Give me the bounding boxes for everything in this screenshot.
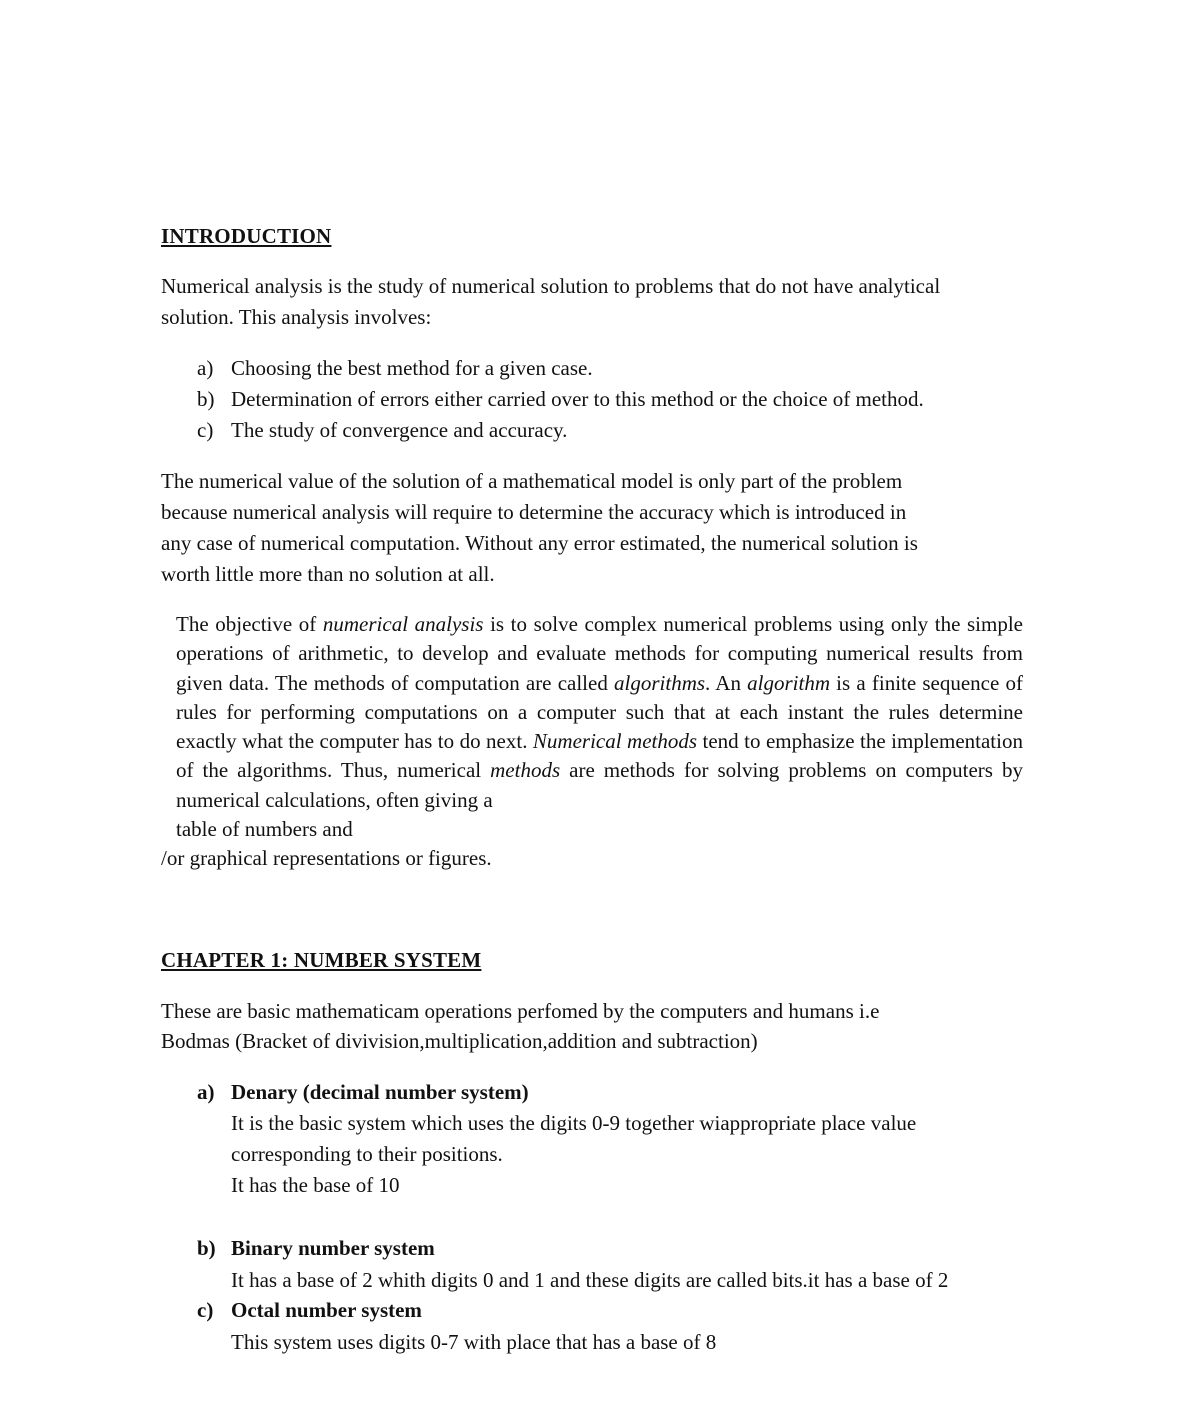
list-item [197, 384, 1057, 415]
emphasis-methods: methods [490, 758, 561, 783]
section-title: Binary number system [231, 1236, 435, 1260]
chapter-1-heading: CHAPTER 1: NUMBER SYSTEM [161, 948, 482, 972]
section-body-line: corresponding to their positions. [231, 1142, 503, 1166]
emphasis-numerical-analysis: numerical analysis [322, 612, 484, 636]
intro-paragraph-line-1: Numerical analysis is the study of numerical solution to problems that do not have analytical [161, 274, 941, 298]
list-item-text: The study of convergence and accuracy. [231, 418, 568, 442]
section-title: Denary (decimal number system) [231, 1080, 529, 1104]
list-item [197, 353, 1057, 384]
chapter-intro-line-2: Bodmas (Bracket of divivision,multiplication,addition and subtraction) [161, 1029, 758, 1053]
accuracy-paragraph-line-1: The numerical value of the solution of a mathematical model is only part of the problem [161, 469, 903, 493]
section-title: Octal number system [231, 1298, 422, 1322]
section-body-line: It has the base of 10 [231, 1173, 400, 1197]
section-heading-binary [197, 1233, 435, 1264]
section-heading-denary [197, 1077, 529, 1108]
list-marker: c) [197, 418, 214, 442]
list-item [197, 415, 1057, 446]
section-body-line: It has a base of 2 whith digits 0 and 1 and these digits are called bits.it has a base of 2 [231, 1268, 949, 1292]
section-body-line: This system uses digits 0-7 with place that has a base of 8 [231, 1330, 717, 1354]
emphasis-algorithms: algorithms [614, 670, 706, 695]
section-body-line: It is the basic system which uses the digits 0-9 together wiappropriate place value [231, 1111, 917, 1135]
section-marker: a) [197, 1080, 215, 1104]
list-marker: a) [197, 356, 214, 380]
list-item-text: Determination of errors either carried over to this method or the choice of method. [231, 387, 924, 411]
emphasis-numerical-methods: Numerical methods [532, 729, 698, 754]
objective-text: is to solve complex numerical problems using only the simple operations of arithmetic, to develop and evaluate methods for computing numerical results from given data. The methods of computation are called [176, 612, 1023, 695]
emphasis-algorithm: algorithm [747, 670, 830, 695]
list-marker: b) [197, 387, 215, 411]
list-item-text: Choosing the best method for a given case. [231, 356, 593, 380]
section-heading-octal [197, 1295, 422, 1326]
objective-text: tend to emphasize the implementation of the algorithms. Thus, numerical [176, 729, 1023, 783]
objective-tail-line: /or graphical representations or figures. [161, 846, 492, 870]
accuracy-paragraph-line-3: any case of numerical computation. Without any error estimated, the numerical solution is [161, 531, 918, 555]
objective-text: are methods for solving problems on computers by numerical calculations, often giving a [176, 758, 1023, 812]
intro-paragraph-line-2: solution. This analysis involves: [161, 305, 432, 329]
objective-text: is a finite sequence of rules for performing computations on a computer such that at each instant the rules determine exactly what the computer has to do next. [176, 670, 1024, 754]
section-marker: b) [197, 1236, 216, 1260]
objective-text: . An [705, 670, 748, 695]
chapter-intro-line-1: These are basic mathematicam operations perfomed by the computers and humans i.e [161, 999, 880, 1023]
accuracy-paragraph-line-2: because numerical analysis will require to determine the accuracy which is introduced in [161, 500, 907, 524]
accuracy-paragraph-line-4: worth little more than no solution at all. [161, 562, 495, 586]
objective-last-line: table of numbers and [176, 817, 353, 842]
introduction-heading: INTRODUCTION [161, 224, 332, 248]
section-marker: c) [197, 1298, 214, 1322]
objective-text: The objective of [176, 612, 323, 636]
objective-paragraph [176, 610, 1023, 844]
